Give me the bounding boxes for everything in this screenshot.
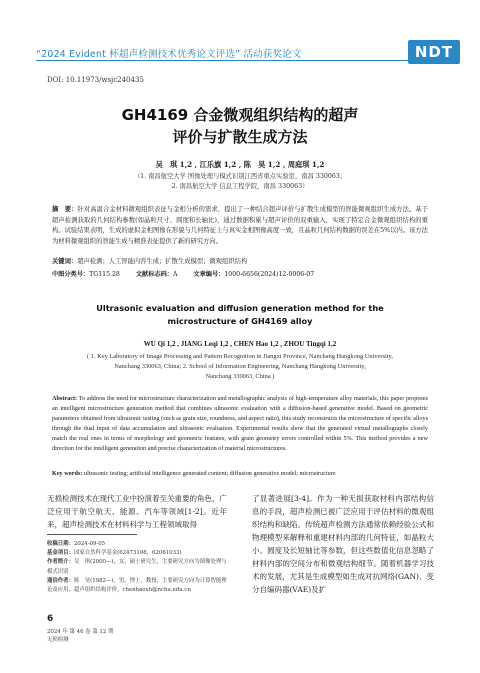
keywords-en (52, 469, 428, 479)
footnote-funding: 基金项目：国家自然科学基金(62473198，62061033) (47, 550, 182, 557)
authors-zh: 吴 琪 1,2 , 江乐旗 1,2 , 陈 昊 1,2 , 周庭琪 1,2 (155, 160, 325, 169)
abstract-en (52, 394, 428, 453)
affiliation-zh-2: 2. 南昌航空大学 信息工程学院，南昌 330063） (171, 183, 309, 190)
issue-info (47, 628, 113, 644)
title-zh-line1: GH4169 合金微观组织结构的超声 (121, 106, 359, 124)
authors-en: WU Qi 1,2 , JIANG Leqi 1,2 , CHEN Hao 1,2 , ZHOU Tingqi 1,2 (143, 340, 337, 348)
body-column-left: 无损检测技术在现代工业中扮演着至关重要的角色，广泛应用于航空航天、能源、汽车等领域[1-2]。近年来，超声检测技术在材料科学与工程领域取得 (47, 494, 227, 529)
affiliation-en-2: Nanchang 330063, China; 2. School of Information Engineering, Nanchang Hangkong University, (114, 363, 366, 370)
affiliations-en (80, 352, 400, 382)
keywords-zh (52, 257, 428, 267)
page-number: 6 (47, 614, 54, 624)
clc-value: TG115.28 (89, 271, 120, 278)
footnote-received: 收稿日期：2024-09-05 (47, 541, 106, 547)
affiliation-en-1: ( 1. Key Laboratory of Image Processing and Pattern Recognition in Jiangxi Province, Nanchang Hangkong University, (87, 353, 393, 360)
clc-label: 中图分类号： (52, 271, 90, 278)
affiliations-zh (60, 172, 420, 192)
page-title-en (70, 302, 410, 328)
abstract-en-label: Abstract: (52, 395, 78, 402)
doc-code-value: A (172, 271, 178, 278)
article-no-label: 文章编号： (193, 271, 225, 278)
banner-rule (36, 60, 408, 61)
article-no-value: 1000-6656(2024)12-0006-07 (224, 271, 315, 278)
doi: DOI: 10.11973/wsjc240435 (47, 76, 144, 84)
footnotes (47, 540, 232, 595)
footnote-corresponding: 通信作者：陈 昊(1982—)，男，博士，教授，主要研究方向为计算智能理论及应用、超声组织结构评价，chenhaoxh@nchu.edu.cn (47, 577, 227, 594)
abstract-zh-label: 摘 要： (52, 206, 78, 213)
title-zh-line2: 评价与扩散生成方法 (172, 128, 308, 146)
keywords-zh-text: 超声检测；人工智能内容生成；扩散生成模型；微观组织结构 (77, 258, 248, 265)
title-en-line2: microstructure of GH4169 alloy (167, 316, 313, 326)
issue-line2: 无损检测 (47, 637, 69, 643)
affiliation-en-3: Nanchang 330063, China ) (205, 373, 275, 380)
body-column-right: 了显著进展[3-4]。作为一种无损获取材料内部结构信息的手段，超声检测已被广泛应用于评估材料的微观组织结构和缺陷。传统超声检测方法通常依赖经验公式和物理模型来解释和重建材料内部的几何特征，如晶粒大小、圆度及长短轴比等参数，但这些数值化信息忽略了材料内部的空间分布和微观结构细节。随着机器学习技术的发展，尤其是生成模型如生成对抗网络(GAN)、变分自编码器(VAE)及扩 (252, 494, 434, 594)
footnote-author-bio: 作者简介：吴 琪(2000—)，女，硕士研究生，主要研究方向为图像处理与模式识别 (47, 559, 227, 575)
abstract-zh-text: 针对高温合金材料微观组织表征与金相分析的需求，提出了一种结合超声评价与扩散生成模型的智能微观组织生成方法。基于超声检测获取的几何结构参数(如晶粒尺寸、圆度和长轴比)，通过数据积累与超声评价的双重输入，实现了特定合金微观组织结构的重构。试验结果表明，生成的虚拟金相图像在形貌与几何特征上与真实金相图像高度一致，且晶粒几何结构数据的误差在5%以内。该方法为材料微观组织的智能生成与精准表征提供了新的研究方向。 (52, 206, 429, 245)
abstract-zh (52, 205, 428, 247)
banner-title: “2024 Evident 杯超声检测技术优秀论文评选” 活动获奖论文 (36, 49, 302, 60)
footnote-divider (47, 534, 137, 535)
affiliation-zh-1: （1. 南昌航空大学 图像处理与模式识别江西省重点实验室，南昌 330063； (133, 173, 347, 180)
doc-code-label: 文献标志码： (135, 271, 173, 278)
title-en-line1: Ultrasonic evaluation and diffusion generation method for the (96, 303, 384, 313)
abstract-en-text: To address the need for microstructure characterization and metallographic analysis of high-temperature alloy materials, this paper proposes an intelligent microstructure generation method that combines ultrasonic evaluation with a diffusion-based generative model. Based on geometric parameters obtained from ultrasonic testing (such as grain size, roundness, and aspect ratio), this study reconstructs the microstructure of specific alloys through the dual input of data accumulation and ultrasonic evaluation. Experimental results show that the generated virtual metallographs closely match the real ones in terms of morphology and geometric features, with grain geometry errors controlled within 5%. This method provides a new direction for the intelligent generation and precise characterization of material microstructures. (52, 395, 428, 452)
keywords-en-label: Key words: (52, 470, 83, 477)
keywords-en-text: ultrasonic testing; artificial intelligence generated content; diffusion generative model; microstructure (83, 470, 336, 477)
page-title-zh (60, 104, 420, 148)
keywords-zh-label: 关键词： (52, 258, 78, 265)
journal-banner (0, 40, 480, 66)
ndt-logo (408, 40, 460, 64)
logo-text: NDT (414, 43, 454, 61)
classification-row (52, 269, 428, 278)
issue-line1: 2024 年 第 46 卷 第 12 期 (47, 629, 114, 635)
